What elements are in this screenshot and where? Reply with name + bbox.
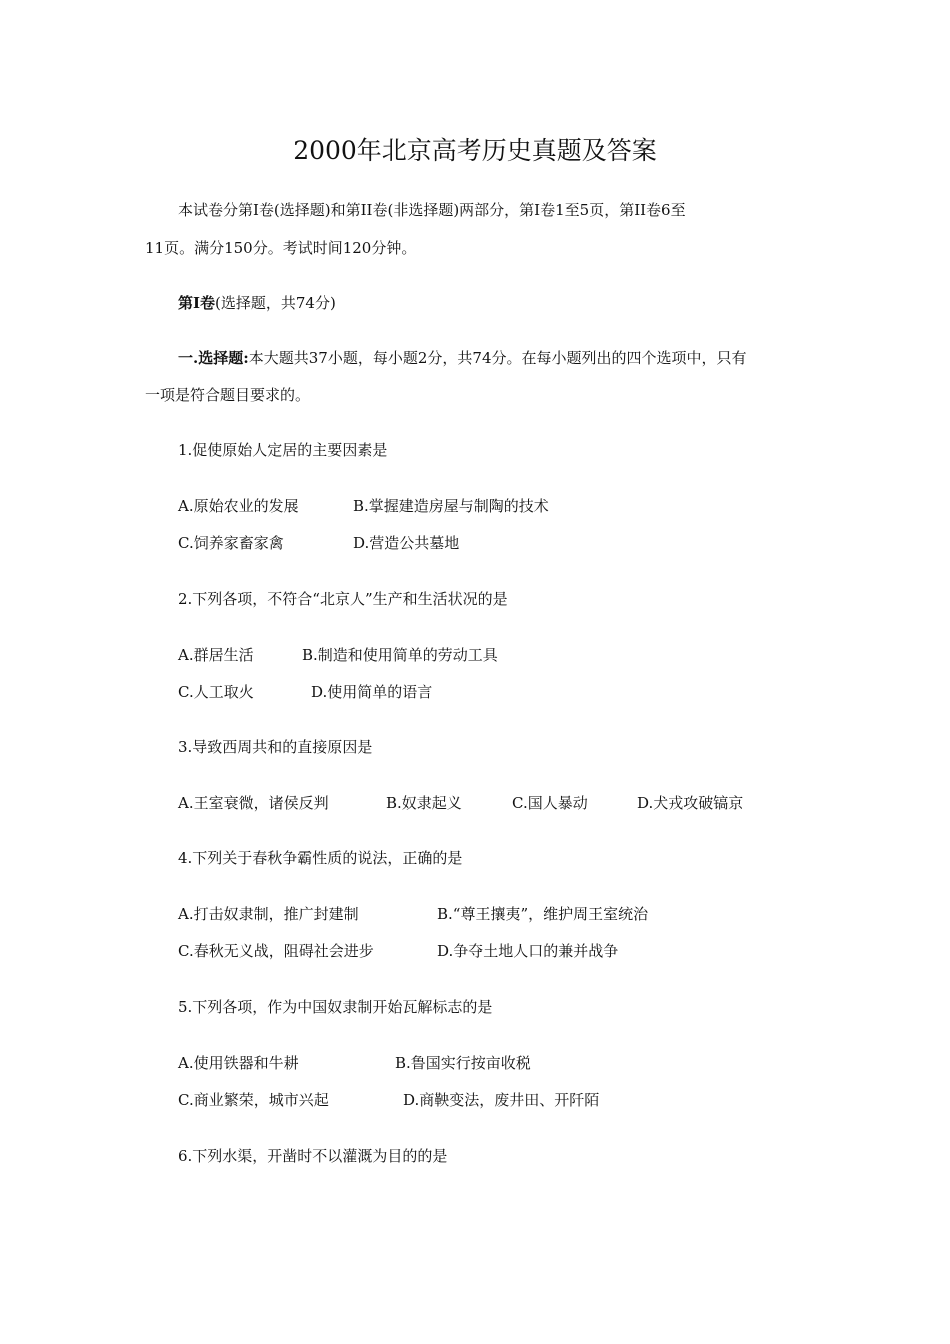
intro-line-2: 11页。满分150分。考试时间120分钟。 — [145, 239, 417, 257]
option-a: A.原始农业的发展 — [178, 497, 299, 515]
option-b: B.奴隶起义 — [386, 794, 462, 812]
option-d: D.争夺土地人口的兼并战争 — [437, 942, 619, 960]
option-d: D.使用简单的语言 — [311, 683, 433, 701]
option-c: C.商业繁荣，城市兴起 — [178, 1091, 329, 1109]
option-a: A.打击奴隶制，推广封建制 — [178, 905, 359, 923]
option-c: C.饲养家畜家禽 — [178, 534, 284, 552]
option-d: D.犬戎攻破镐京 — [637, 794, 744, 812]
section-heading-detail: (选择题，共74分) — [215, 294, 336, 312]
section-heading-label: 第Ⅰ卷 — [178, 294, 216, 312]
section-heading — [178, 292, 336, 314]
option-b: B.鲁国实行按亩收税 — [395, 1054, 531, 1072]
part-description-text: 本大题共37小题，每小题2分，共74分。在每小题列出的四个选项中，只有 — [248, 349, 747, 367]
part-description-line-2: 一项是符合题目要求的。 — [145, 386, 311, 404]
option-b: B.制造和使用简单的劳动工具 — [302, 646, 498, 664]
question-stem: 1.促使原始人定居的主要因素是 — [178, 441, 388, 459]
intro-line-1: 本试卷分第Ⅰ卷(选择题)和第II卷(非选择题)两部分，第Ⅰ卷1至5页，第II卷6至 — [178, 201, 686, 219]
option-a: A.群居生活 — [178, 646, 254, 664]
option-d: D.营造公共墓地 — [353, 534, 460, 552]
option-a: A.王室衰微，诸侯反判 — [178, 794, 329, 812]
question-stem: 6.下列水渠，开凿时不以灌溉为目的的是 — [178, 1147, 448, 1165]
option-c: C.人工取火 — [178, 683, 254, 701]
question-stem: 4.下列关于春秋争霸性质的说法，正确的是 — [178, 849, 463, 867]
document-title: 2000年北京高考历史真题及答案 — [293, 136, 657, 165]
option-a: A.使用铁器和牛耕 — [178, 1054, 299, 1072]
option-d: D.商鞅变法，废井田、开阡陌 — [403, 1091, 600, 1109]
option-c: C.春秋无义战，阻碍社会进步 — [178, 942, 374, 960]
option-b: B.掌握建造房屋与制陶的技术 — [353, 497, 549, 515]
option-b: B.“尊王攘夷”，维护周王室统治 — [437, 905, 649, 923]
question-stem: 5.下列各项，作为中国奴隶制开始瓦解标志的是 — [178, 998, 493, 1016]
part-description-line-1 — [178, 347, 747, 369]
option-c: C.国人暴动 — [512, 794, 588, 812]
part-label: 一.选择题: — [178, 349, 249, 367]
question-stem: 3.导致西周共和的直接原因是 — [178, 738, 373, 756]
question-stem: 2.下列各项，不符合“北京人”生产和生活状况的是 — [178, 590, 508, 608]
